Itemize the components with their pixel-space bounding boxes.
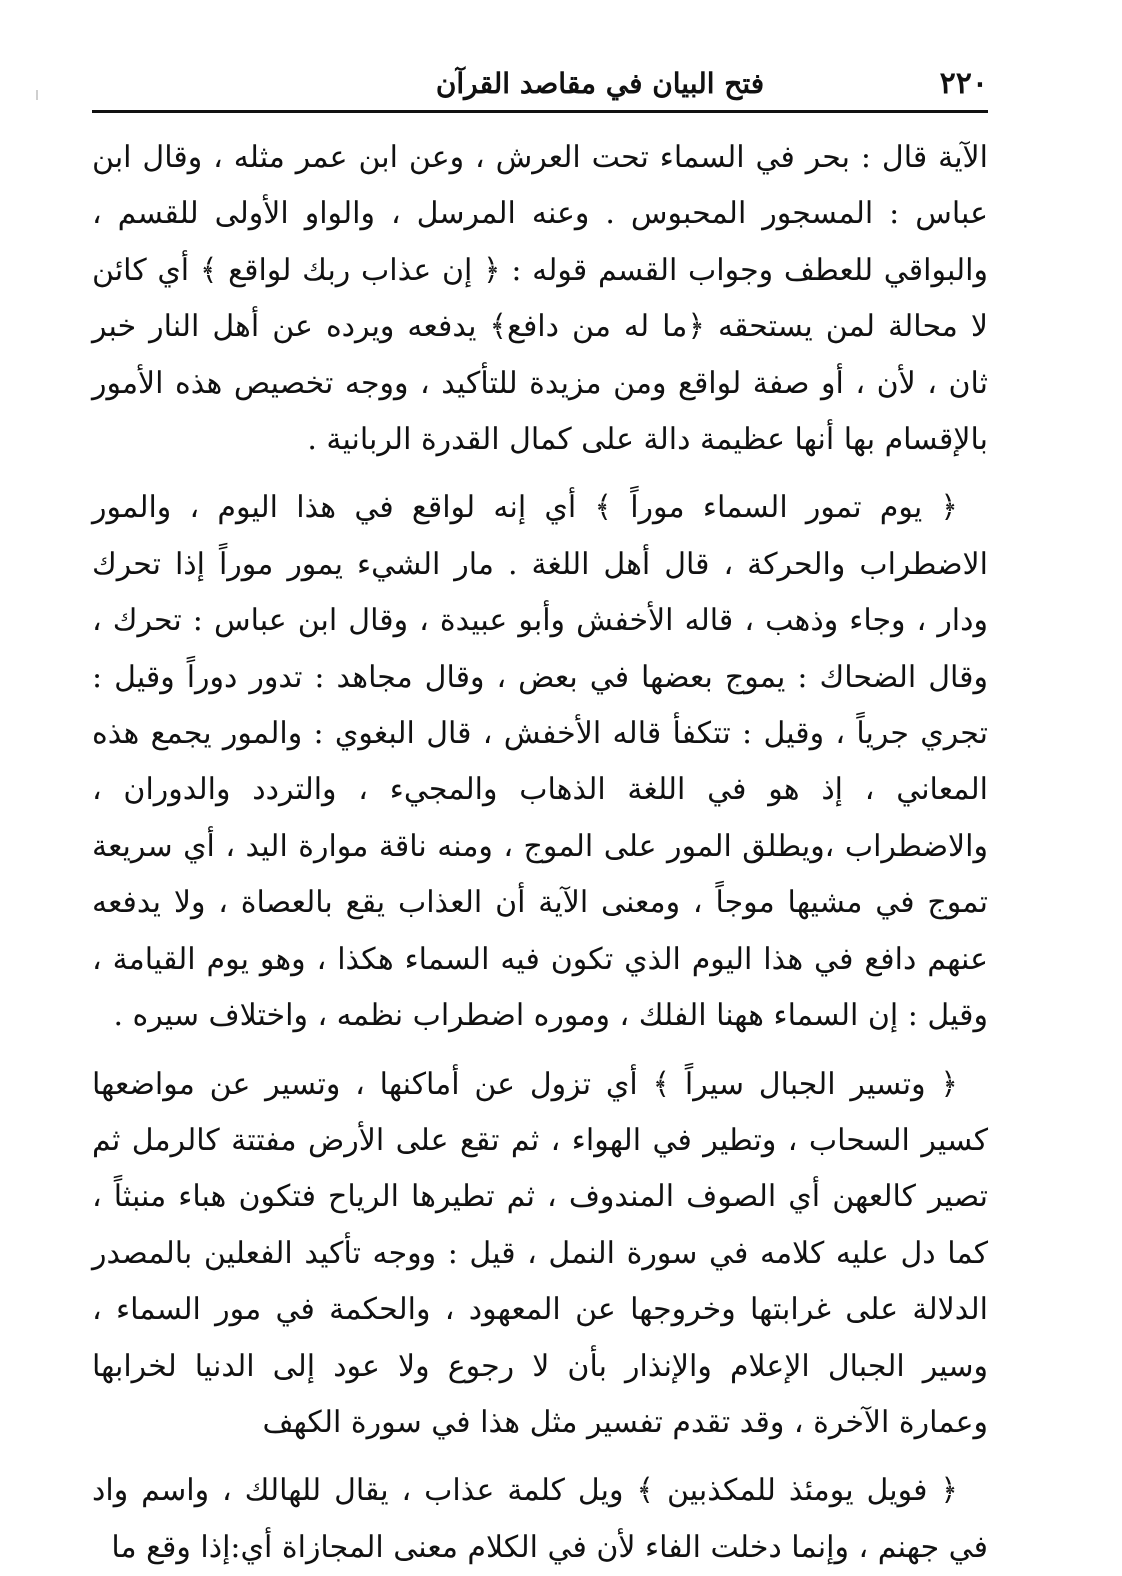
body-text bbox=[92, 130, 988, 1576]
margin-mark bbox=[36, 90, 38, 100]
paragraph-2: ﴿ يوم تمور السماء موراً ﴾ أي إنه لواقع في هذا اليوم ، والمور الاضطراب والحركة ، قال أهل اللغة . مار الشيء يمور موراً إذا تحرك ودار ، وجاء وذهب ، قاله الأخفش وأبو عبيدة ، وقال ابن عباس : تحرك ، وقال الضحاك : يموج بعضها في بعض ، وقال مجاهد : تدور دوراً وقيل : تجري جرياً ، وقيل : تتكفأ قاله الأخفش ، قال البغوي : والمور يجمع هذه المعاني ، إذ هو في اللغة الذهاب والمجيء ، والتردد والدوران ، والاضطراب ،ويطلق المور على الموج ، ومنه ناقة موارة اليد ، أي سريعة تموج في مشيها موجاً ، ومعنى الآية أن العذاب يقع بالعصاة ، ولا يدفعه عنهم دافع في هذا اليوم الذي تكون فيه السماء هكذا ، وهو يوم القيامة ، وقيل : إن السماء ههنا الفلك ، وموره اضطراب نظمه ، واختلاف سيره . bbox=[92, 490, 988, 1034]
paragraph-1: الآية قال : بحر في السماء تحت العرش ، وعن ابن عمر مثله ، وقال ابن عباس : المسجور المحبوس . وعنه المرسل ، والواو الأولى للقسم ، والبواقي للعطف وجواب القسم قوله : ﴿ إن عذاب ربك لواقع ﴾ أي كائن لا محالة لمن يستحقه ﴿ما له من دافع﴾ يدفعه ويرده عن أهل النار خبر ثان ، لأن ، أو صفة لواقع ومن مزيدة للتأكيد ، ووجه تخصيص هذه الأمور بالإقسام بها أنها عظيمة دالة على كمال القدرة الربانية . bbox=[92, 140, 988, 458]
paragraph-4: ﴿ فويل يومئذ للمكذبين ﴾ ويل كلمة عذاب ، يقال للهالك ، واسم واد في جهنم ، وإنما دخلت الفاء لأن في الكلام معنى المجازاة أي:إذا وقع ما bbox=[92, 1473, 988, 1565]
header-rule bbox=[92, 110, 988, 113]
paragraph-3: ﴿ وتسير الجبال سيراً ﴾ أي تزول عن أماكنها ، وتسير عن مواضعها كسير السحاب ، وتطير في الهواء ، ثم تقع على الأرض مفتتة كالرمل ثم تصير كالعهن أي الصوف المندوف ، ثم تطيرها الرياح فتكون هباء منبثاً ، كما دل عليه كلامه في سورة النمل ، قيل : ووجه تأكيد الفعلين بالمصدر الدلالة على غرابتها وخروجها عن المعهود ، والحكمة في مور السماء ، وسير الجبال الإعلام والإنذار بأن لا رجوع ولا عود إلى الدنيا لخرابها وعمارة الآخرة ، وقد تقدم تفسير مثل هذا في سورة الكهف bbox=[92, 1066, 988, 1440]
page-header bbox=[92, 62, 988, 106]
page-number: ٢٢٠ bbox=[939, 66, 988, 101]
running-title: فتح البيان في مقاصد القرآن bbox=[435, 67, 765, 100]
